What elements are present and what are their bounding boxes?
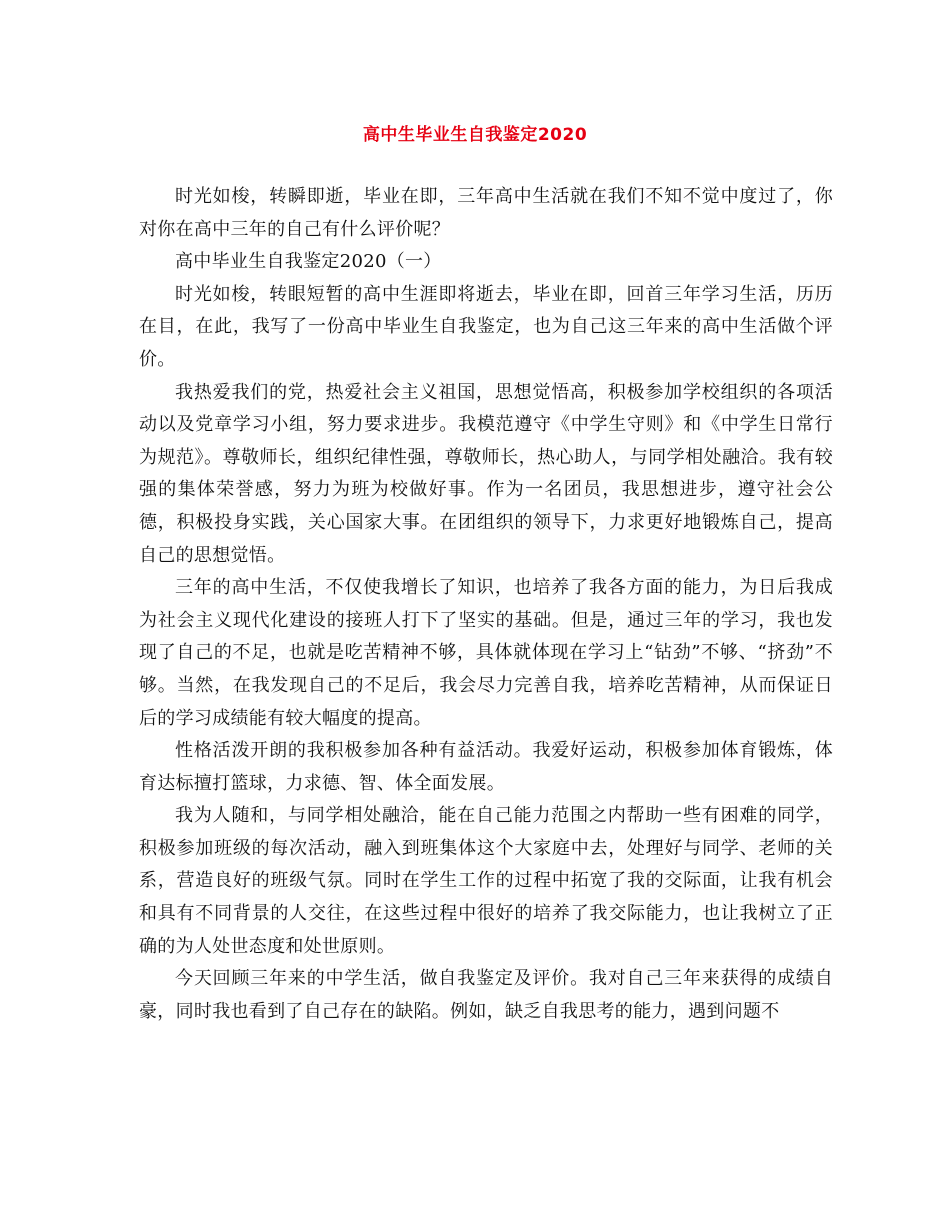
document-title: 高中生毕业生自我鉴定2020 [362,125,588,145]
body-paragraph: 我为人随和，与同学相处融洽，能在自己能力范围之内帮助一些有困难的同学，积极参加班级的每次活动，融入到班集体这个大家庭中去，处理好与同学、老师的关系，营造良好的班级气氛。同时在学生工作的过程中拓宽了我的交际面，让我有机会和具有不同背景的人交往，在这些过程中很好的培养了我交际能力，也让我树立了正确的为人处世态度和处世原则。 [139,805,833,957]
intro-paragraph: 时光如梭，转瞬即逝，毕业在即，三年高中生活就在我们不知不觉中度过了，你对你在高中三年的自己有什么评价呢？ [139,186,833,240]
body-paragraph: 三年的高中生活，不仅使我增长了知识，也培养了我各方面的能力，为日后我成为社会主义现代化建设的接班人打下了坚实的基础。但是，通过三年的学习，我也发现了自己的不足，也就是吃苦精神不够，具体就体现在学习上“钻劲”不够、“挤劲”不够。当然，在我发现自己的不足后，我会尽力完善自我，培养吃苦精神，从而保证日后的学习成绩能有较大幅度的提高。 [139,577,833,729]
body-paragraph: 我热爱我们的党，热爱社会主义祖国，思想觉悟高，积极参加学校组织的各项活动以及党章学习小组，努力要求进步。我模范遵守《中学生守则》和《中学生日常行为规范》。尊敬师长，组织纪律性强，尊敬师长，热心助人，与同学相处融洽。我有较强的集体荣誉感，努力为班为校做好事。作为一名团员，我思想进步，遵守社会公德，积极投身实践，关心国家大事。在团组织的领导下，力求更好地锻炼自己，提高自己的思想觉悟。 [139,381,833,566]
body-paragraph: 性格活泼开朗的我积极参加各种有益活动。我爱好运动，积极参加体育锻炼，体育达标擅打篮球，力求德、智、体全面发展。 [139,740,833,794]
section-heading: 高中毕业生自我鉴定2020（一） [175,251,442,273]
body-paragraph: 今天回顾三年来的中学生活，做自我鉴定及评价。我对自己三年来获得的成绩自豪，同时我也看到了自己存在的缺陷。例如，缺乏自我思考的能力，遇到问题不 [139,968,833,1022]
body-paragraph: 时光如梭，转眼短暂的高中生涯即将逝去，毕业在即，回首三年学习生活，历历在目，在此，我写了一份高中毕业生自我鉴定，也为自己这三年来的高中生活做个评价。 [139,283,833,370]
document-body [139,181,833,1028]
